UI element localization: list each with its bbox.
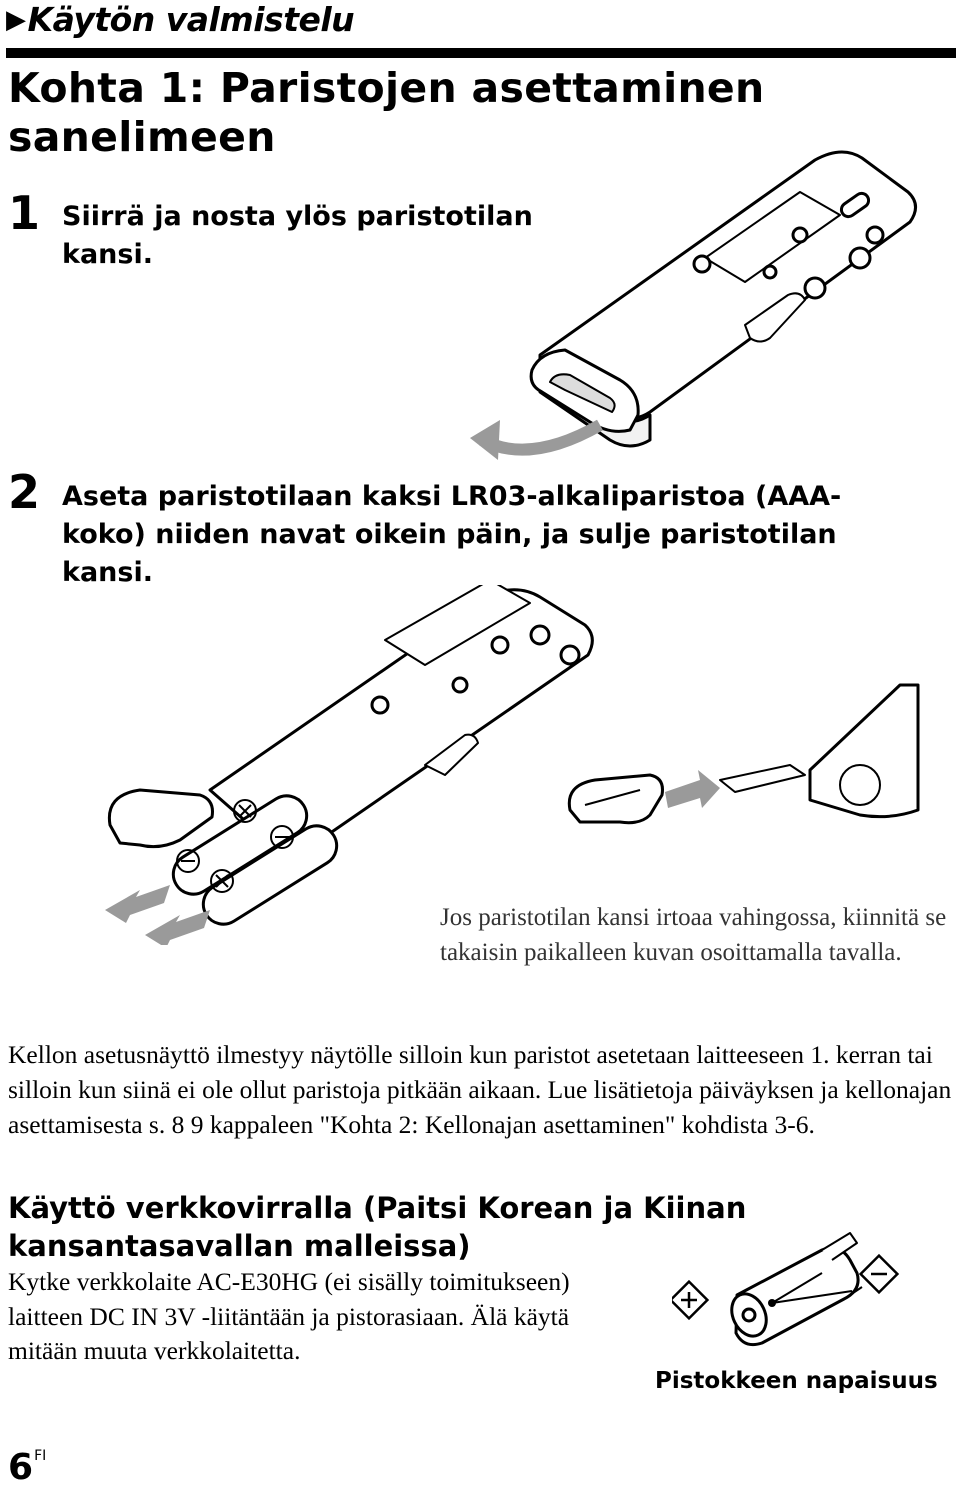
minus-polarity-icon xyxy=(861,1256,898,1293)
step-1-number: 1 xyxy=(8,186,41,240)
section-header xyxy=(6,0,354,39)
clock-setting-paragraph: Kellon asetusnäyttö ilmestyy näytölle silloin kun paristot asetetaan laitteeseen 1. kerran tai silloin kun siinä ei ole ollut paristoja pitkään aikaan. Lue lisätietoja päiväyksen ja kellonajan asettamisesta s. 8 9 kappaleen "Kohta 2: Kellonajan asettaminen" kohdista 3-6. xyxy=(8,1040,952,1139)
step-2-text: Aseta paristotilaan kaksi LR03-alkaliparistoa (AAA-koko) niiden navat oikein päin, ja sulje paristotilan kansi. xyxy=(62,481,842,588)
battery-insertion-illustration xyxy=(100,585,600,945)
plug-polarity-caption: Pistokkeen napaisuus xyxy=(655,1368,938,1394)
header-rule xyxy=(6,48,956,58)
ac-power-paragraph: Kytke verkkolaite AC-E30HG (ei sisälly toimitukseen) laitteen DC IN 3V -liitäntään ja pistorasiaan. Älä käytä mitään muuta verkkolaitetta. xyxy=(8,1267,570,1365)
plug-polarity-illustration xyxy=(672,1225,902,1350)
section-title: Käytön valmistelu xyxy=(27,0,355,39)
recorder-open-lid-illustration xyxy=(470,140,940,470)
page-title: Kohta 1: Paristojen asettaminen sanelimeen xyxy=(8,64,765,161)
lid-note: Jos paristotilan kansi irtoaa vahingossa, kiinnitä se takaisin paikalleen kuvan osoittamalla tavalla. xyxy=(440,904,947,966)
triangle-right-icon: ▶ xyxy=(6,5,26,35)
page-number-value: 6 xyxy=(8,1447,34,1488)
plus-polarity-icon xyxy=(672,1282,707,1319)
page-number xyxy=(8,1447,46,1488)
step-1-text: Siirrä ja nosta ylös paristotilan kansi. xyxy=(62,201,533,270)
ac-power-heading: Käyttö verkkovirralla (Paitsi Korean ja Kiinan kansantasavallan malleissa) xyxy=(8,1191,747,1263)
language-code: FI xyxy=(34,1448,47,1464)
lid-reattach-illustration xyxy=(560,680,925,860)
step-2-number: 2 xyxy=(8,465,41,519)
